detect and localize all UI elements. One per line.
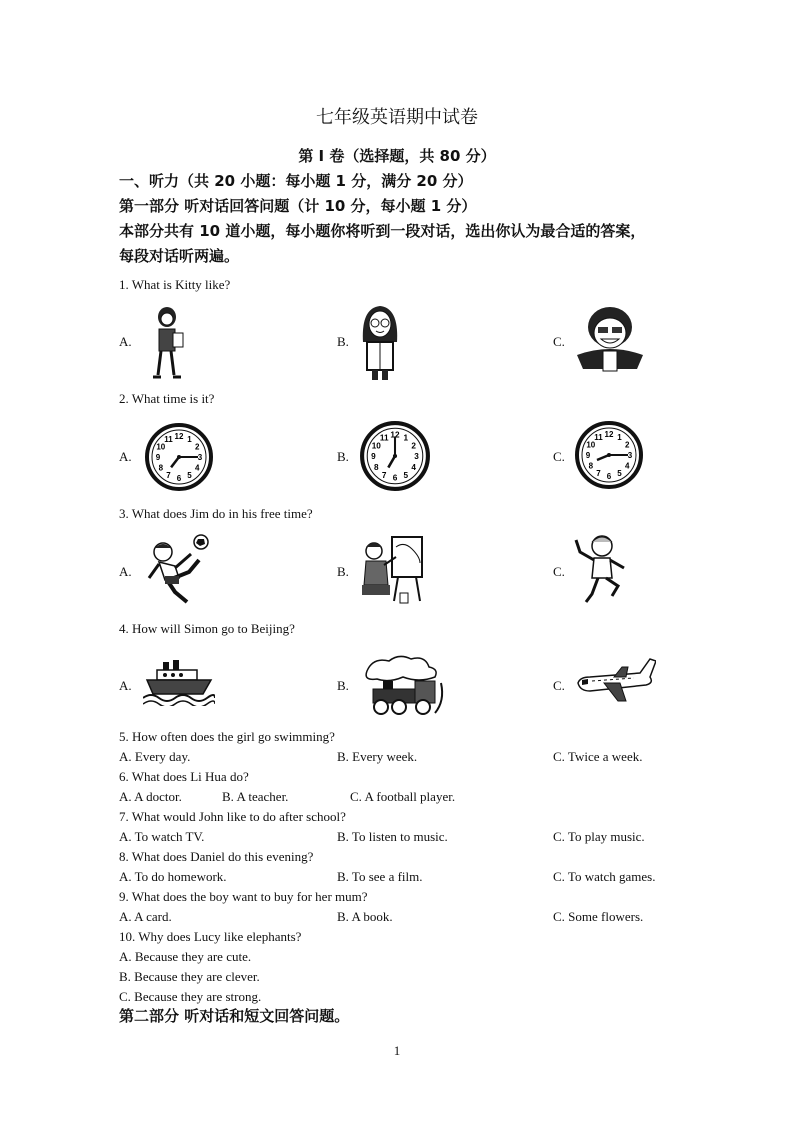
question-9: 9. What does the boy want to buy for her mum? bbox=[119, 889, 368, 904]
clock-number: 8 bbox=[588, 461, 594, 471]
part1-heading: 第一部分 听对话回答问题（计 10 分，每小题 1 分） bbox=[119, 197, 477, 215]
clock-number: 12 bbox=[604, 430, 614, 439]
ship-icon bbox=[143, 658, 215, 706]
option-c: C. Twice a week. bbox=[553, 749, 643, 764]
option-label: C. bbox=[553, 564, 565, 579]
clock-number: 5 bbox=[617, 469, 622, 479]
clock-number: 9 bbox=[585, 451, 591, 460]
question-8: 8. What does Daniel do this evening? bbox=[119, 849, 314, 864]
clock-number: 11 bbox=[379, 433, 389, 443]
clock-number: 4 bbox=[194, 463, 200, 473]
option-a: A. Every day. bbox=[119, 749, 191, 764]
option-label: C. bbox=[553, 678, 565, 693]
clock-number: 4 bbox=[411, 462, 416, 472]
clock-number: 5 bbox=[403, 470, 409, 480]
clock-number: 5 bbox=[187, 471, 192, 481]
option-label: B. bbox=[337, 449, 349, 464]
question-2: 2. What time is it? bbox=[119, 391, 215, 406]
girl-with-bag-icon bbox=[143, 303, 193, 383]
clock-number: 11 bbox=[164, 434, 173, 444]
clock-number: 1 bbox=[617, 432, 622, 442]
clock-number: 10 bbox=[371, 441, 381, 451]
option-c: C. Because they are strong. bbox=[119, 989, 262, 1004]
clock-number: 12 bbox=[390, 430, 400, 440]
boy-painting-icon bbox=[360, 533, 430, 605]
boy-dancing-icon bbox=[572, 530, 632, 606]
option-label: C. bbox=[553, 449, 565, 464]
option-b: B. Because they are clever. bbox=[119, 969, 260, 984]
question-3: 3. What does Jim do in his free time? bbox=[119, 506, 313, 521]
smiling-girl-icon bbox=[573, 303, 648, 375]
clock-number: 2 bbox=[411, 441, 416, 451]
clock-icon bbox=[144, 422, 214, 492]
clock-number: 6 bbox=[176, 474, 182, 483]
clock-number: 9 bbox=[155, 453, 161, 462]
volume-heading: 第 I 卷（选择题，共 80 分） bbox=[298, 147, 496, 165]
clock-number: 2 bbox=[624, 440, 630, 450]
option-label: B. bbox=[337, 564, 349, 579]
train-icon bbox=[359, 653, 447, 717]
clock-number: 7 bbox=[166, 471, 171, 481]
question-7: 7. What would John like to do after school? bbox=[119, 809, 346, 824]
clock-number: 7 bbox=[381, 470, 387, 480]
option-c: C. To watch games. bbox=[553, 869, 656, 884]
question-5: 5. How often does the girl go swimming? bbox=[119, 729, 335, 744]
option-a: A. To do homework. bbox=[119, 869, 227, 884]
instructions-line1: 本部分共有 10 道小题，每小题你将听到一段对话，选出你认为最合适的答案， bbox=[119, 222, 646, 240]
page-title: 七年级英语期中试卷 bbox=[316, 107, 478, 127]
clock-number: 10 bbox=[156, 442, 166, 452]
clock-number: 3 bbox=[414, 452, 419, 462]
option-c: C. To play music. bbox=[553, 829, 645, 844]
option-b: B. To see a film. bbox=[337, 869, 423, 884]
clock-number: 8 bbox=[158, 463, 164, 473]
option-a: A. Because they are cute. bbox=[119, 949, 252, 964]
question-6: 6. What does Li Hua do? bbox=[119, 769, 249, 784]
option-label: B. bbox=[337, 678, 349, 693]
clock-number: 2 bbox=[194, 442, 200, 452]
girl-with-glasses-icon bbox=[355, 302, 405, 382]
option-b: B. A teacher. bbox=[222, 789, 289, 804]
clock-number: 10 bbox=[586, 440, 596, 450]
clock-number: 1 bbox=[403, 433, 409, 443]
clock-icon bbox=[574, 420, 644, 490]
option-label: A. bbox=[119, 678, 132, 693]
clock-center bbox=[607, 453, 611, 457]
part2-heading: 第二部分 听对话和短文回答问题。 bbox=[119, 1007, 350, 1025]
option-c: C. A football player. bbox=[350, 789, 456, 804]
clock-number: 6 bbox=[392, 473, 398, 483]
option-b: B. A book. bbox=[337, 909, 393, 924]
clock-number: 8 bbox=[374, 462, 379, 472]
plane-icon bbox=[574, 655, 656, 703]
clock-center bbox=[177, 455, 181, 459]
option-a: A. A doctor. bbox=[119, 789, 182, 804]
page-number: 1 bbox=[393, 1043, 401, 1058]
option-a: A. To watch TV. bbox=[119, 829, 205, 844]
clock-number: 4 bbox=[624, 461, 630, 471]
clock-number: 9 bbox=[371, 452, 376, 462]
clock-center bbox=[393, 454, 397, 458]
clock-number: 6 bbox=[606, 472, 612, 481]
section-heading: 一、听力（共 20 小题：每小题 1 分，满分 20 分） bbox=[119, 172, 473, 190]
clock-number: 7 bbox=[596, 469, 601, 479]
question-1: 1. What is Kitty like? bbox=[119, 277, 231, 292]
question-4: 4. How will Simon go to Beijing? bbox=[119, 621, 295, 636]
option-label: B. bbox=[337, 334, 349, 349]
boy-kicking-ball-icon bbox=[145, 532, 213, 606]
option-label: A. bbox=[119, 564, 132, 579]
clock-number: 11 bbox=[594, 432, 603, 442]
option-b: B. Every week. bbox=[337, 749, 418, 764]
option-b: B. To listen to music. bbox=[337, 829, 448, 844]
option-label: A. bbox=[119, 449, 132, 464]
clock-number: 1 bbox=[187, 434, 192, 444]
option-label: A. bbox=[119, 334, 132, 349]
option-c: C. Some flowers. bbox=[553, 909, 644, 924]
clock-number: 3 bbox=[197, 453, 203, 462]
clock-icon bbox=[359, 420, 431, 492]
clock-number: 3 bbox=[627, 451, 633, 460]
option-label: C. bbox=[553, 334, 565, 349]
question-10: 10. Why does Lucy like elephants? bbox=[119, 929, 302, 944]
instructions-line2: 每段对话听两遍。 bbox=[119, 247, 240, 265]
clock-number: 12 bbox=[174, 432, 184, 441]
option-a: A. A card. bbox=[119, 909, 172, 924]
